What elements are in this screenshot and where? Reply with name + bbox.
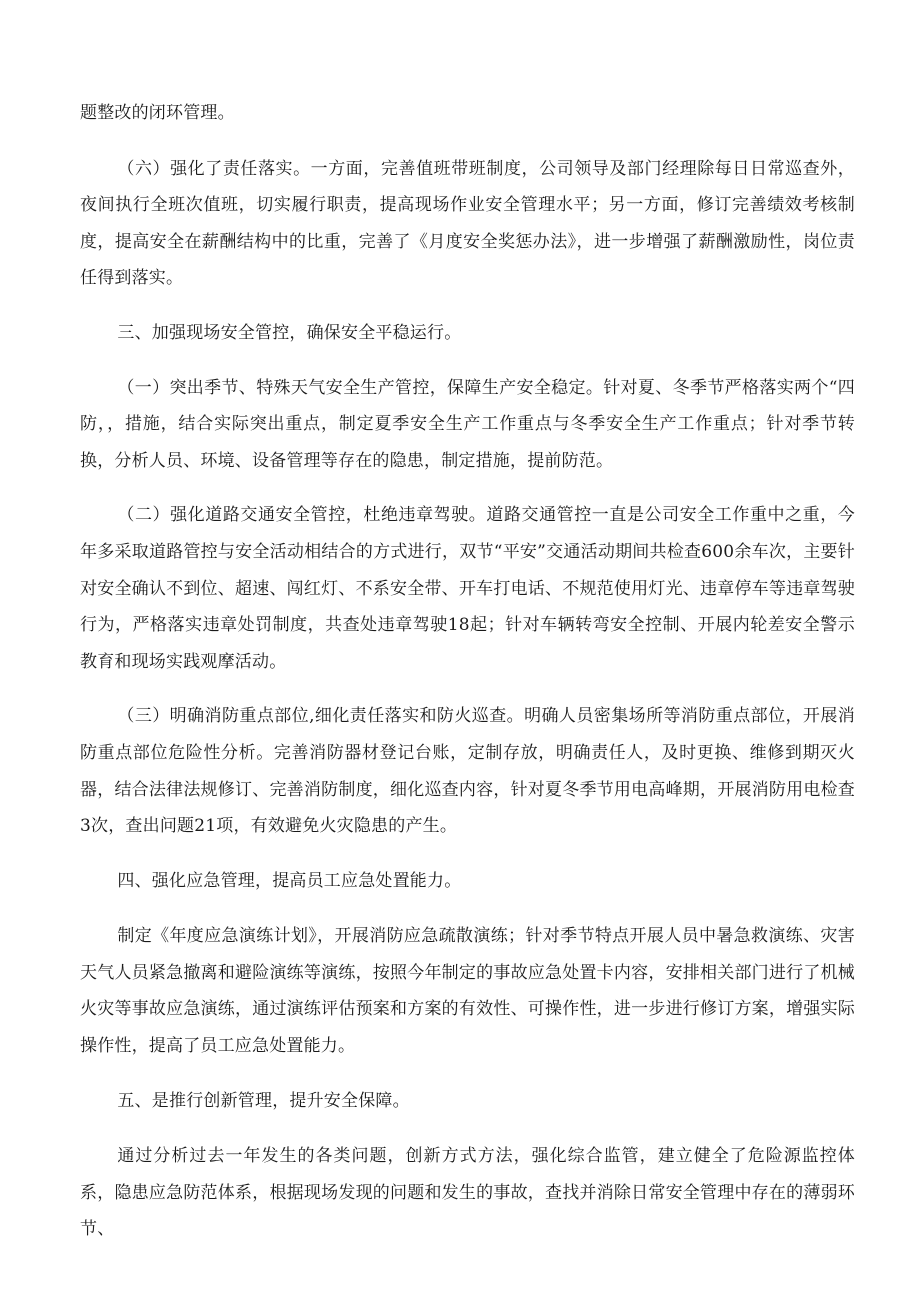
- paragraph-seasonal-control: （一）突出季节、特殊天气安全生产管控，保障生产安全稳定。针对夏、冬季节严格落实两个“四防，，措施，结合实际突出重点，制定夏季安全生产工作重点与冬季安全生产工作重点；针对季节转换，分析人员、环境、设备管理等存在的隐患，制定措施，提前防范。: [80, 377, 855, 471]
- paragraph-responsibility: （六）强化了责任落实。一方面，完善值班带班制度，公司领导及部门经理除每日日常巡查外，夜间执行全班次值班，切实履行职责，提高现场作业安全管理水平；另一方面，修订完善绩效考核制度，提高安全在薪酬结构中的比重，完善了《月度安全奖惩办法》，进一步增强了薪酬激励性，岗位责任得到落实。: [80, 158, 855, 289]
- document-body: [80, 95, 855, 1267]
- paragraph-emergency-drills: 制定《年度应急演练计划》，开展消防应急疏散演练；针对季节特点开展人员中暑急救演练、灾害天气人员紧急撤离和避险演练等演练，按照今年制定的事故应急处置卡内容，安排相关部门进行了机械火灾等事故应急演练，通过演练评估预案和方案的有效性、可操作性，进一步进行修订方案，增强实际操作性，提高了员工应急处置能力。: [80, 926, 855, 1057]
- section-heading-5: 五、是推行创新管理，提升安全保障。: [117, 1090, 410, 1111]
- paragraph-innovation: 通过分析过去一年发生的各类问题，创新方式方法，强化综合监管，建立健全了危险源监控体系，隐患应急防范体系，根据现场发现的问题和发生的事故，查找并消除日常安全管理中存在的薄弱环节、: [80, 1146, 855, 1240]
- section-heading-4: 四、强化应急管理，提高员工应急处置能力。: [117, 870, 462, 891]
- paragraph-fire-safety: （三）明确消防重点部位,细化责任落实和防火巡查。明确人员密集场所等消防重点部位，开展消防重点部位危险性分析。完善消防器材登记台账，定制存放，明确责任人，及时更换、维修到期灭火器，结合法律法规修订、完善消防制度，细化巡查内容，针对夏冬季节用电高峰期，开展消防用电检查3次，查出问题21项，有效避免火灾隐患的产生。: [80, 706, 855, 837]
- paragraph-road-traffic: （二）强化道路交通安全管控，杜绝违章驾驶。道路交通管控一直是公司安全工作重中之重，今年多采取道路管控与安全活动相结合的方式进行，双节“平安”交通活动期间共检查600余车次，主要针对安全确认不到位、超速、闯红灯、不系安全带、开车打电话、不规范使用灯光、违章停车等违章驾驶行为，严格落实违章处罚制度，共查处违章驾驶18起；针对车辆转弯安全控制、开展内轮差安全警示教育和现场实践观摩活动。: [80, 505, 855, 672]
- section-heading-3: 三、加强现场安全管控，确保安全平稳运行。: [117, 322, 462, 343]
- paragraph-continuation: 题整改的闭环管理。: [80, 103, 235, 123]
